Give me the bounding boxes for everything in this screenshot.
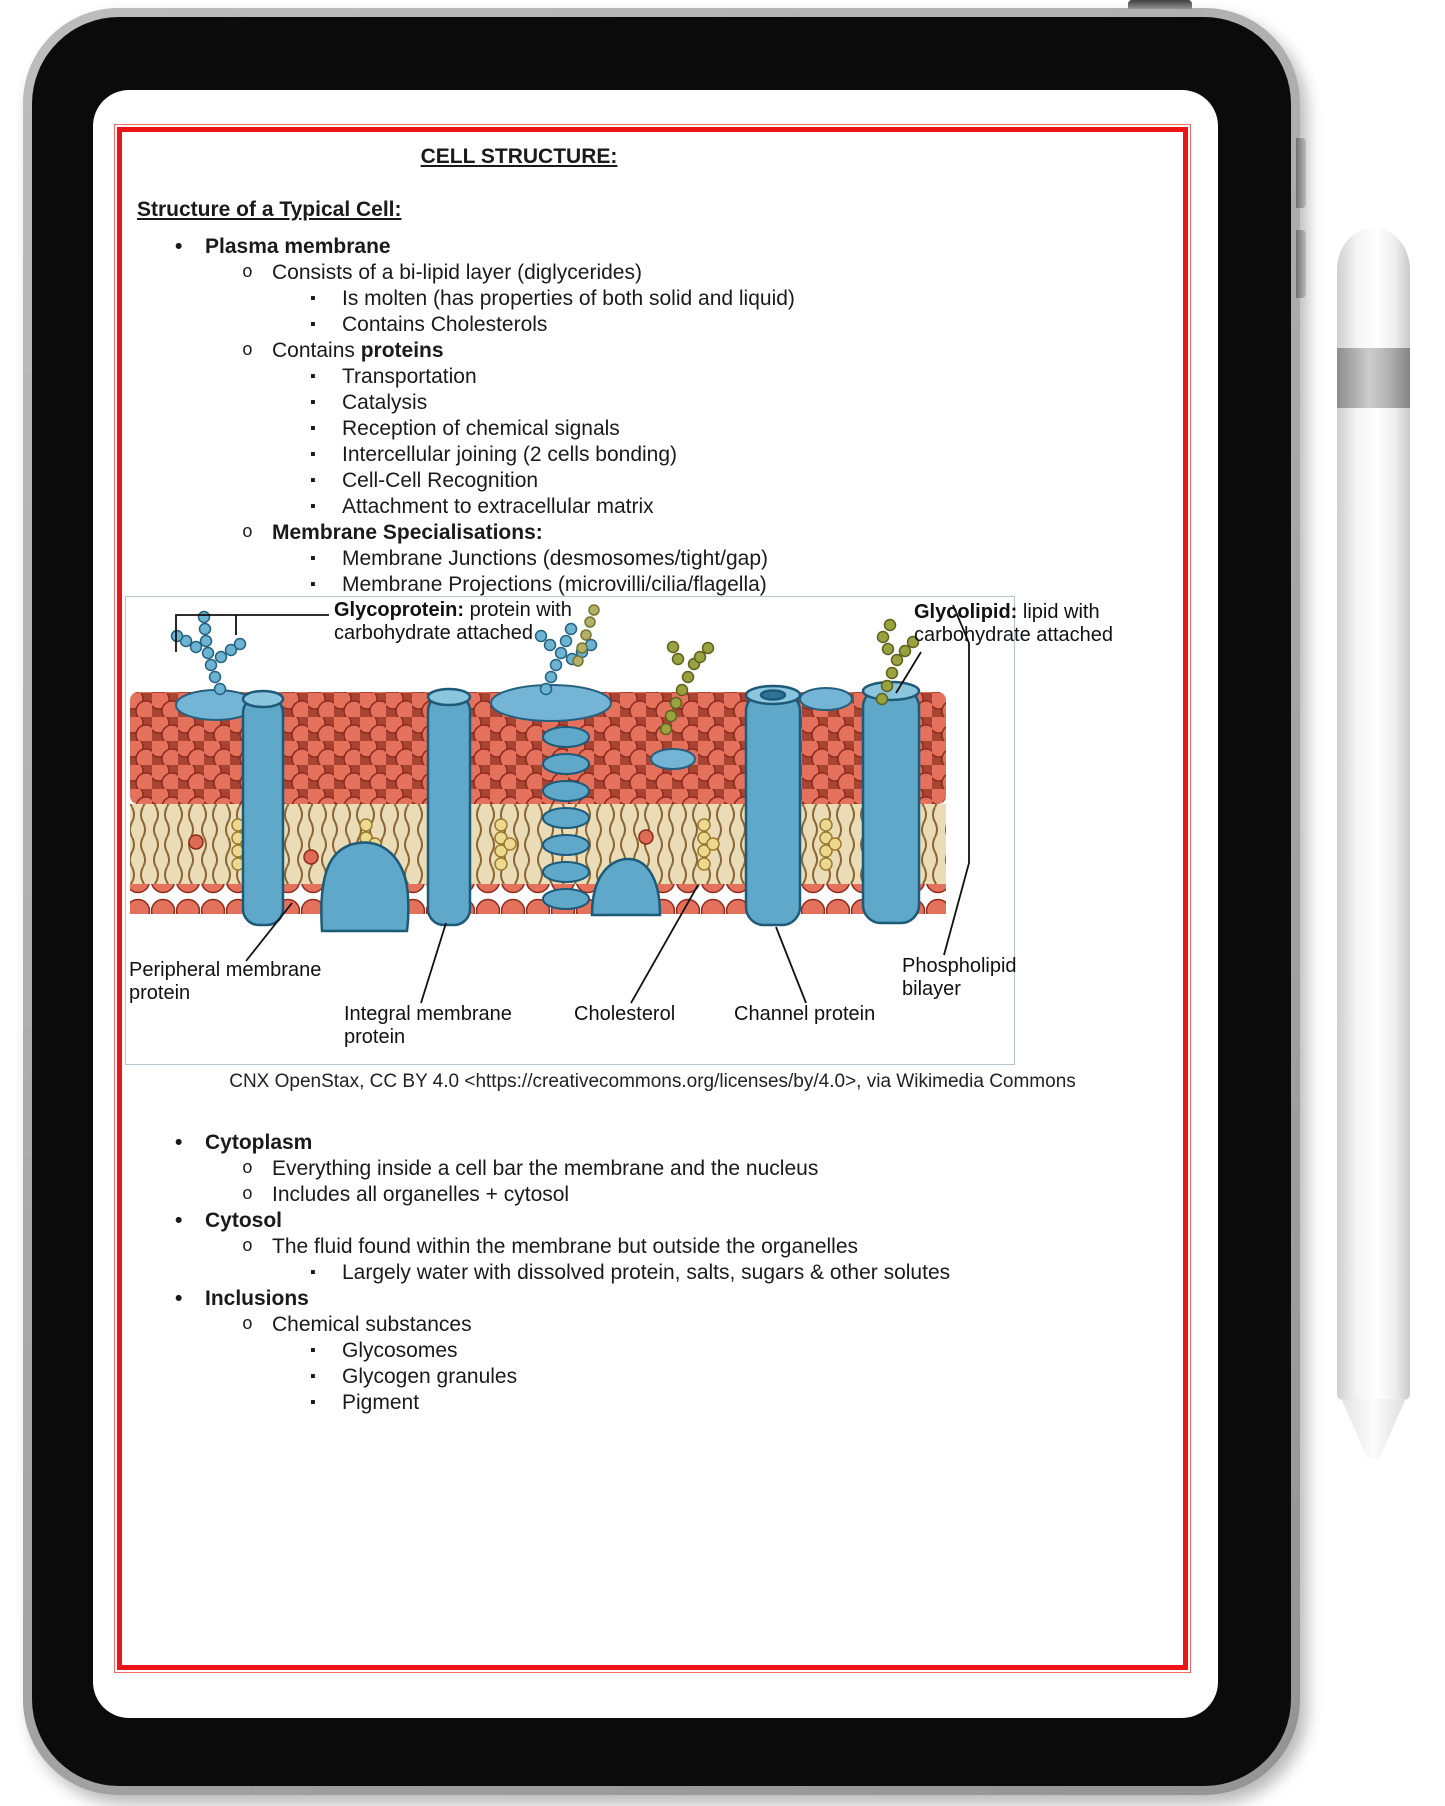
power-button [1128, 0, 1192, 9]
list-item: o Includes all organelles + cytosol [122, 1182, 1183, 1208]
list-item: ▪ Largely water with dissolved protein, salts, sugars & other solutes [122, 1260, 1183, 1286]
stylus-tip [1337, 1399, 1410, 1463]
cholesterol-label: Cholesterol [574, 1003, 676, 1025]
top-notes-list [122, 196, 1183, 598]
stylus-band [1337, 348, 1410, 408]
list-item: ▪ Glycogen granules [122, 1364, 1183, 1390]
list-item: o Contains proteins [122, 338, 1183, 364]
membrane-figure [125, 596, 1114, 1065]
list-item: ▪ Attachment to extracellular matrix [122, 494, 1183, 520]
list-item: ▪ Glycosomes [122, 1338, 1183, 1364]
peripheral-protein-label: Peripheral membrane protein [129, 959, 322, 1004]
integral-protein-label: Integral membrane protein [344, 1003, 512, 1048]
volume-down-button [1296, 230, 1306, 298]
list-item: ▪ Cell-Cell Recognition [122, 468, 1183, 494]
list-item: ▪ Pigment [122, 1390, 1183, 1416]
bottom-notes-list [122, 1130, 1183, 1416]
list-item: o Consists of a bi-lipid layer (diglycerides) [122, 260, 1183, 286]
section-heading: Structure of a Typical Cell: [137, 198, 402, 221]
tablet-frame [23, 8, 1300, 1795]
glycolipid-label: Glycolipid: lipid with carbohydrate attached [914, 601, 1114, 646]
list-item: • Cytoplasm [122, 1130, 1183, 1156]
list-item: o Chemical substances [122, 1312, 1183, 1338]
list-item: ▪ Membrane Junctions (desmosomes/tight/gap) [122, 546, 1183, 572]
page-title: CELL STRUCTURE: [420, 145, 618, 168]
channel-protein-label: Channel protein [734, 1003, 876, 1025]
list-item: o The fluid found within the membrane but outside the organelles [122, 1234, 1183, 1260]
figure-attribution: CNX OpenStax, CC BY 4.0 <https://creativecommons.org/licenses/by/4.0>, via Wikimedia Commons [229, 1071, 1076, 1092]
list-item: o Membrane Specialisations: [122, 520, 1183, 546]
list-item: ▪ Transportation [122, 364, 1183, 390]
list-item: ▪ Contains Cholesterols [122, 312, 1183, 338]
glycoprotein-label: Glycoprotein: protein with carbohydrate attached [334, 599, 572, 644]
tablet-screen[interactable] [93, 90, 1218, 1718]
list-item: ▪ Is molten (has properties of both solid and liquid) [122, 286, 1183, 312]
list-item: o Everything inside a cell bar the membrane and the nucleus [122, 1156, 1183, 1182]
list-item: • Plasma membrane [122, 234, 1183, 260]
list-item: • Inclusions [122, 1286, 1183, 1312]
document-page [117, 127, 1188, 1670]
list-item: ▪ Intercellular joining (2 cells bonding) [122, 442, 1183, 468]
list-item: ▪ Membrane Projections (microvilli/cilia/flagella) [122, 572, 1183, 598]
list-item: ▪ Catalysis [122, 390, 1183, 416]
volume-up-button [1296, 138, 1306, 208]
list-item: ▪ Reception of chemical signals [122, 416, 1183, 442]
phospholipid-bilayer-label: Phospholipid bilayer [902, 955, 1017, 1000]
list-item: • Cytosol [122, 1208, 1183, 1234]
